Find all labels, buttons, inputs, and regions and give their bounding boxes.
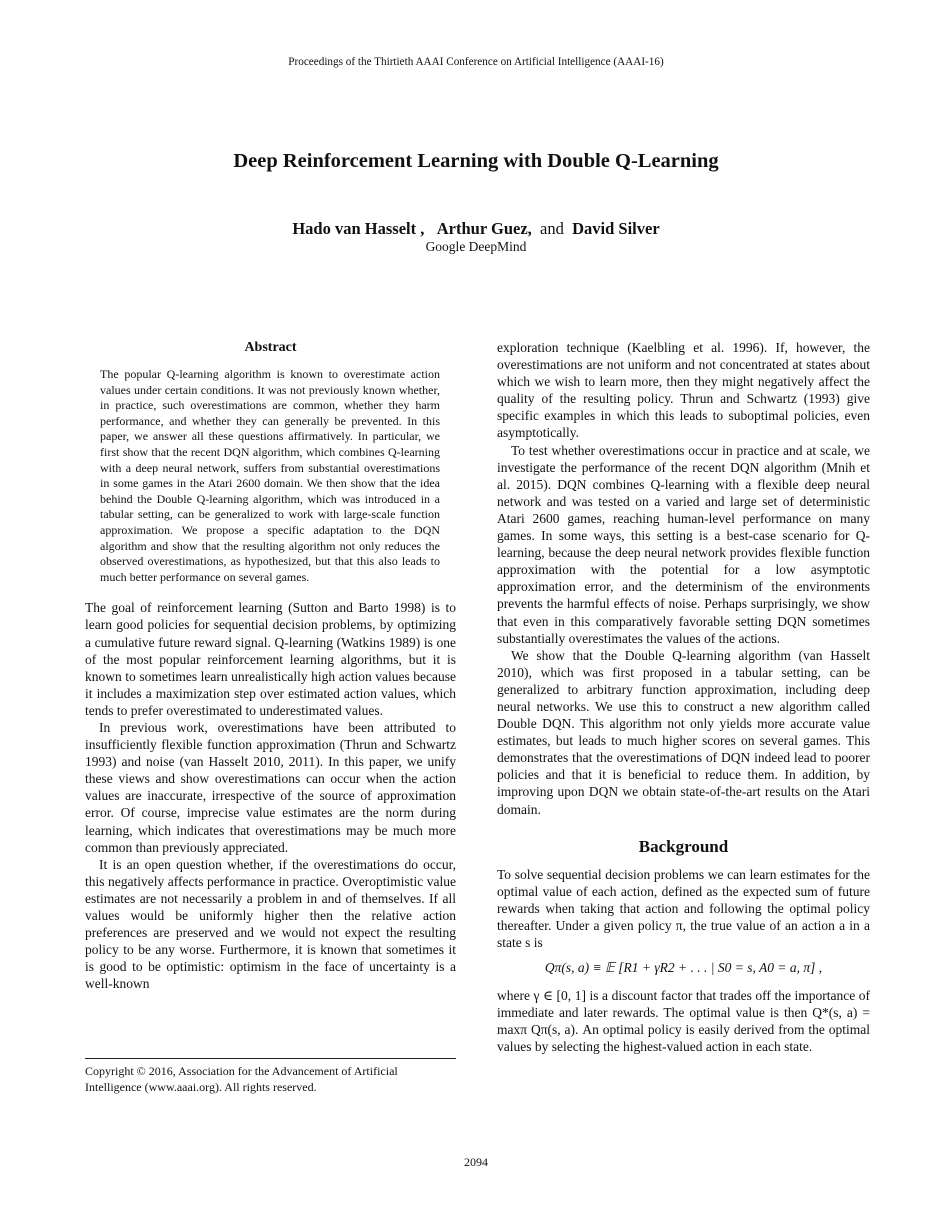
author-name: Arthur Guez, [436,219,532,238]
copyright-notice: Copyright © 2016, Association for the Advancement of Artificial Intelligence (www.aaai.org). All rights reserved. [85,1058,456,1095]
body-paragraph: where γ ∈ [0, 1] is a discount factor that trades off the importance of immediate and later rewards. The optimal value is then Q*(s, a) = maxπ Qπ(s, a). An optimal policy is easily derived from the optimal values by selecting the highest-valued action in each state. [497,988,870,1055]
page-number: 2094 [464,1155,488,1169]
body-paragraph: It is an open question whether, if the overestimations do occur, this negatively affects performance in practice. Overoptimistic value estimates are not necessarily a problem in and of themselves. If all values would be uniformly higher then the relative action preferences are preserved and we would not expect the resulting policy to be any worse. Furthermore, it is known that sometimes it is good to be optimistic: optimism in the face of uncertainty is a well-known [85,856,456,992]
author-conjunction: and [540,219,564,238]
abstract-text: The popular Q-learning algorithm is known to overestimate action values under certain conditions. It was not previously known whether, in practice, such overestimations are common, whether they harm performance, and whether they can generally be prevented. In this paper, we answer all these questions affirmatively. In particular, we first show that the recent DQN algorithm, which combines Q-learning with a deep neural network, suffers from substantial overestimations in some games in the Atari 2600 domain. We then show that the idea behind the Double Q-learning algorithm, which was introduced in a tabular setting, can be generalized to work with large-scale function approximation. We propose a specific adaptation to the DQN algorithm and show that the resulting algorithm not only reduces the observed overestimations, as hypothesized, but that this also leads to much better performance on several games. [100,367,440,584]
body-paragraph: exploration technique (Kaelbling et al. 1996). If, however, the overestimations are not uniform and not concentrated at states about which we wish to learn more, then they might negatively affect the quality of the resulting policy. Thrun and Schwartz (1993) give specific examples in which this leads to suboptimal policies, even asymptotically. [497,340,870,441]
body-paragraph: We show that the Double Q-learning algorithm (van Hasselt 2010), which was first proposed in a tabular setting, can be generalized to arbitrary function approximation, including deep neural networks. We use this to construct a new algorithm called Double DQN. This algorithm not only yields more accurate value estimates, but leads to much higher scores on several games. This demonstrates that the overestimations of DQN indeed lead to poorer policies and that it is beneficial to reduce them. In addition, by improving upon DQN we obtain state-of-the-art results on the Atari domain. [497,647,870,817]
section-heading-background: Background [638,836,729,856]
abstract-heading: Abstract [244,340,297,355]
paper-title: Deep Reinforcement Learning with Double Q-Learning [233,150,719,172]
body-paragraph: To solve sequential decision problems we can learn estimates for the optimal value of each action, defined as the expected sum of future rewards when taking that action and following the optimal policy thereafter. Under a given policy π, the true value of an action a in a state s is [497,866,870,950]
left-column [85,339,456,992]
value-equation: Qπ(s, a) ≡ 𝔼 [R1 + γR2 + . . . | S0 = s, A0 = a, π] , [544,960,823,976]
body-paragraph: In previous work, overestimations have been attributed to insufficiently flexible function approximation (Thrun and Schwartz 1993) and noise (van Hasselt 2010, 2011). In this paper, we unify these views and show overestimations can occur when the action values are inaccurate, irrespective of the source of approximation error. Of course, imprecise value estimates are the norm during learning, which indicates that overestimations may be much more common than previously appreciated. [85,719,456,855]
body-paragraph: To test whether overestimations occur in practice and at scale, we investigate the performance of the recent DQN algorithm (Mnih et al. 2015). DQN combines Q-learning with a flexible deep neural network and was tested on a varied and large set of deterministic Atari 2600 games, reaching human-level performance on many games. In some ways, this setting is a best-case scenario for Q-learning, because the deep neural network provides flexible function approximation with the potential for a low asymptotic approximation error, and the determinism of the environments prevents the harmful effects of noise. Perhaps surprisingly, we show that even in this comparatively favorable setting DQN sometimes substantially overestimates the values of the actions. [497,442,870,646]
author-name: Hado van Hasselt , [292,219,425,238]
author-name: David Silver [572,219,660,238]
body-paragraph: The goal of reinforcement learning (Sutton and Barto 1998) is to learn good policies for sequential decision problems, by optimizing a cumulative future reward signal. Q-learning (Watkins 1989) is one of the most popular reinforcement learning algorithms, but it is known to sometimes learn unrealistically high action values because it includes a maximization step over estimated action values, which tends to prefer overestimated to underestimated values. [85,600,456,718]
author-list [0,219,952,239]
proceedings-header: Proceedings of the Thirtieth AAAI Conference on Artificial Intelligence (AAAI-16) [288,56,664,68]
affiliation: Google DeepMind [425,239,527,254]
right-column [497,339,870,1055]
